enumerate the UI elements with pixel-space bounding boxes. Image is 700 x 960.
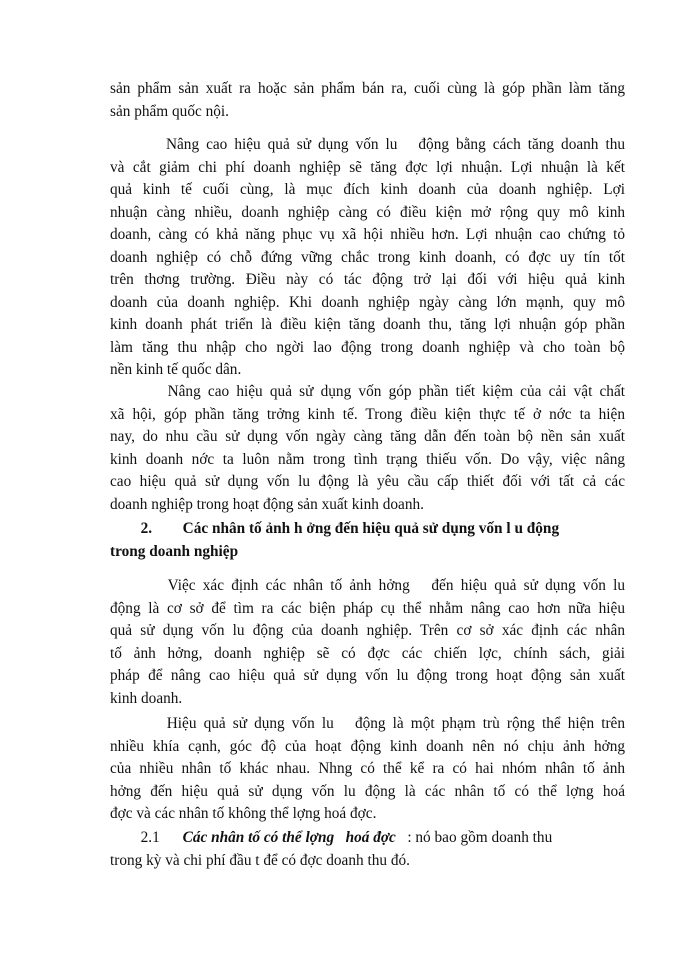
text-line: kinh doanh phát triển là điều kiện tăng doanh thu, tăng lợi nhuận góp phần	[110, 316, 625, 333]
text-line: cao hiệu quả sử dụng vốn lu động là yêu cầu cấp thiết đối với tất cả các	[110, 473, 625, 490]
text-line: kinh doanh.	[110, 689, 183, 707]
text-line: sản phẩm quốc nội.	[110, 102, 229, 120]
heading-line: trong doanh nghiệp	[110, 542, 239, 560]
text-line: Nâng cao hiệu quả sử dụng vốn góp phần tiết kiệm của cải vật chất	[110, 383, 625, 400]
section-heading-2	[110, 518, 625, 563]
heading-line: 2. Các nhân tố ảnh h ởng đến hiệu quả sử dụng vốn l u động	[110, 520, 560, 537]
text-line: pháp để nâng cao hiệu quả sử dụng vốn lu động trong hoạt động sản xuất	[110, 667, 625, 684]
text-line: động là cơ sở để tìm ra các biện pháp cụ thể nhằm nâng cao hơn nữa hiệu	[110, 599, 625, 617]
text-line: làm tăng thu nhập cho ngời lao động trong doanh nghiệp và cho toàn bộ	[110, 338, 625, 356]
text-line: hởng đến hiệu quả sử dụng vốn lu động là các nhân tố có thể lợng hoá	[110, 782, 625, 800]
text-line: trên thơng trường. Điều này có tác động trở lại đối với hiệu quả kinh	[110, 271, 625, 288]
text-line: sản phẩm sản xuất ra hoặc sản phẩm bán ra, cuối cùng là góp phần làm tăng	[110, 80, 625, 97]
text-line: kinh doanh nớc ta luôn nằm trong tình trạng thiếu vốn. Do vậy, việc nâng	[110, 450, 625, 468]
text-line: doanh của doanh nghiệp. Khi doanh nghiệp ngày càng lớn mạnh, quy mô	[110, 293, 625, 311]
text-line: doanh nghiệp có chỗ đứng vững chắc trong kinh doanh, có đợc uy tín tốt	[110, 248, 625, 266]
subsection-2-1	[110, 827, 625, 872]
text-line: Nâng cao hiệu quả sử dụng vốn lu động bằng cách tăng doanh thu	[110, 136, 625, 153]
text-line: nay, do nhu cầu sử dụng vốn ngày càng tăng dẫn đến toàn bộ nền sản xuất	[110, 428, 625, 445]
subsection-number: 2.1	[110, 829, 160, 846]
text-line: Hiệu quả sử dụng vốn lu động là một phạm trù rộng thể hiện trên	[110, 715, 625, 732]
paragraph-factor-groups	[110, 713, 625, 826]
text-line: quả sử dụng vốn lu động của doanh nghiệp. Trên cơ sở xác định các nhân	[110, 622, 625, 639]
text-line: doanh, càng có khả năng phục vụ xã hội nhiều hơn. Lợi nhuận cao chứng tỏ	[110, 226, 625, 243]
text-line: doanh nghiệp trong hoạt động sản xuất kinh doanh.	[110, 495, 424, 513]
text-line: nhuận càng nhiều, doanh nghiệp càng có điều kiện mở rộng quy mô kinh	[110, 203, 625, 221]
text-line: Việc xác định các nhân tố ảnh hởng đến hiệu quả sử dụng vốn lu	[110, 577, 625, 594]
text-line: đợc và các nhân tố không thể lợng hoá đợc.	[110, 805, 377, 822]
text-line: trong kỳ và chi phí đầu t để có đợc doanh thu đó.	[110, 851, 410, 869]
text-line: nền kinh tế quốc dân.	[110, 361, 242, 378]
paragraph-savings	[110, 381, 625, 516]
paragraph-intro-continuation	[110, 78, 625, 123]
subsection-text: : nó bao gồm doanh thu	[395, 829, 553, 846]
text-line: xã hội, góp phần tăng trởng kinh tế. Trong điều kiện thực tế ở nớc ta hiện	[110, 405, 625, 423]
paragraph-profit	[110, 134, 625, 382]
text-line: của nhiều nhân tố khác nhau. Nhng có thể kể ra có hai nhóm nhân tố ảnh	[110, 760, 625, 777]
text-line: nhiều khía cạnh, góc độ của hoạt động kinh doanh nên nó chịu ảnh hởng	[110, 737, 625, 755]
text-line: và cắt giảm chi phí doanh nghiệp sẽ tăng đợc lợi nhuận. Lợi nhuận là kết	[110, 158, 625, 176]
paragraph-factors-intro	[110, 575, 625, 710]
text-line: quả kinh tế cuối cùng, là mục đích kinh doanh của doanh nghiệp. Lợi	[110, 181, 625, 198]
subsection-title: Các nhân tố có thể lợng hoá đợc	[182, 829, 396, 846]
subsection-first-line	[110, 827, 625, 850]
text-line: tố ảnh hởng, doanh nghiệp sẽ có đợc các chiến lợc, chính sách, giải	[110, 644, 625, 662]
